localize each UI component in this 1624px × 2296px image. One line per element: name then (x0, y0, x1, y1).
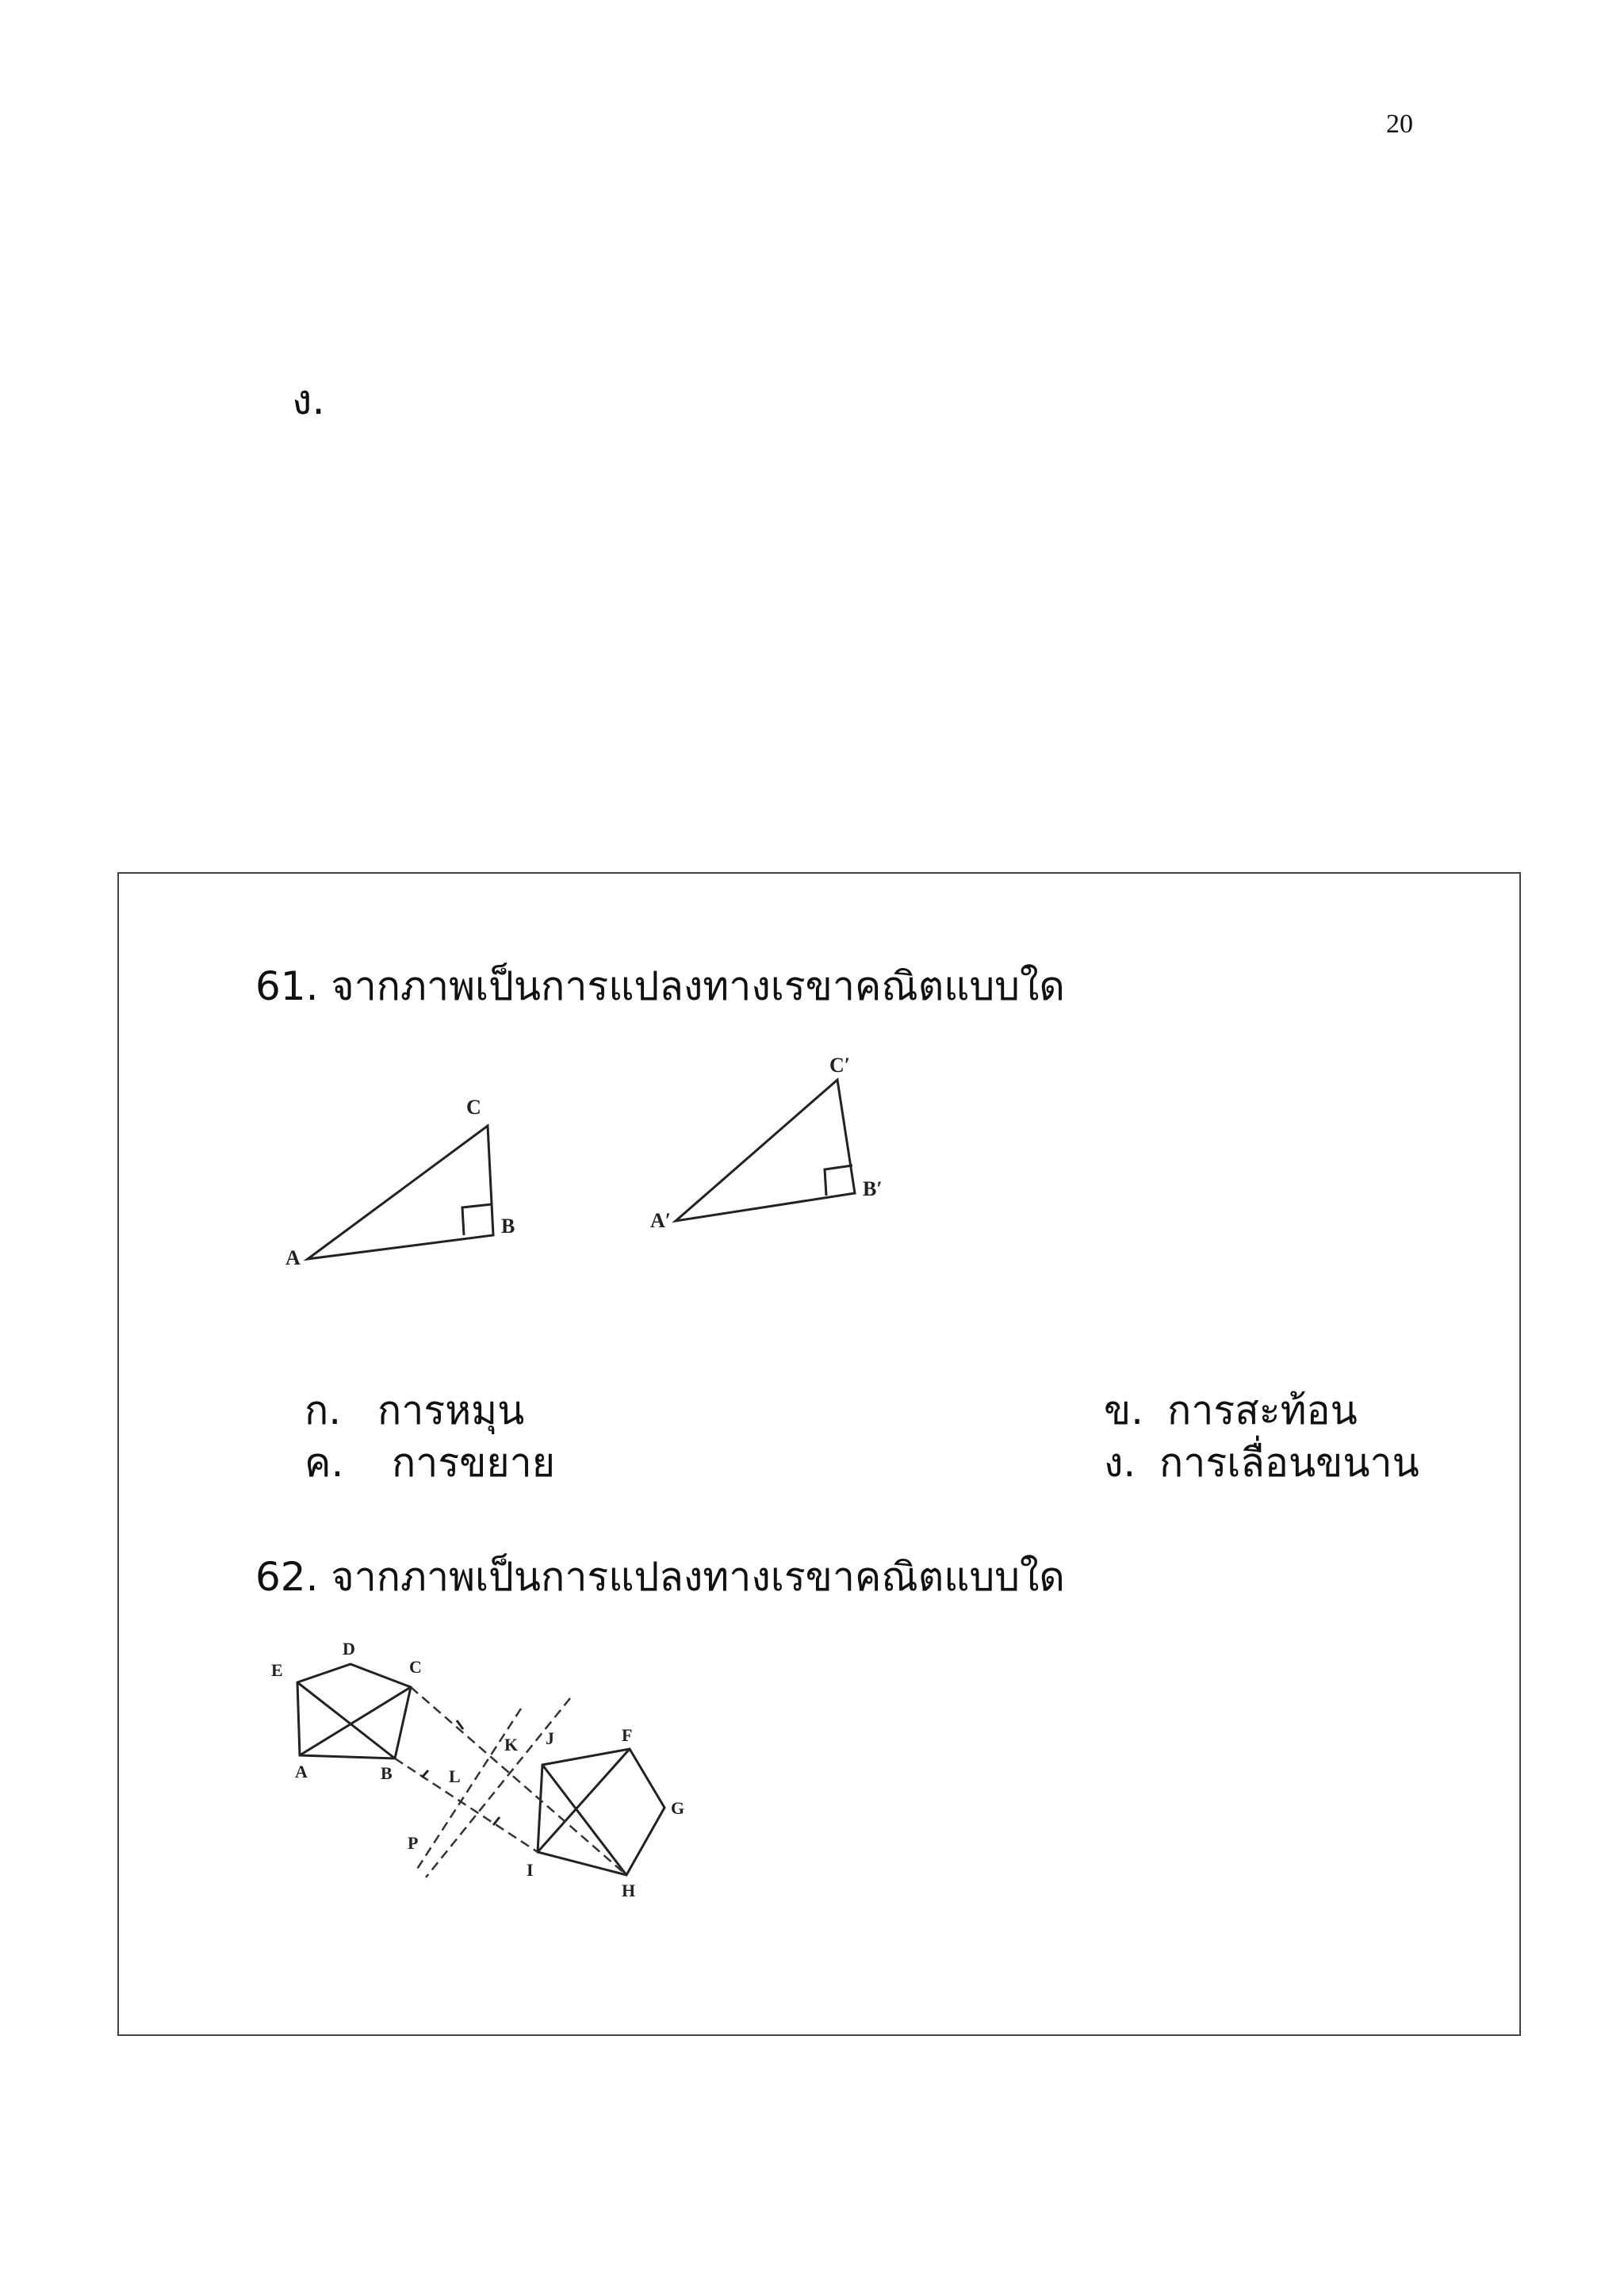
q61-figure-original-triangle (270, 1086, 539, 1276)
option-text: การหมุน (377, 1387, 525, 1433)
page-number: 20 (1386, 109, 1413, 139)
dashed-line-j (426, 1698, 570, 1877)
label-g: G (671, 1798, 685, 1818)
label-b: B (381, 1763, 393, 1783)
label-b: B (501, 1215, 515, 1238)
option-text: การเลื่อนขนาน (1159, 1440, 1419, 1486)
label-c: C (409, 1657, 422, 1677)
pentagon-abcde (297, 1664, 411, 1758)
triangle-abc (308, 1126, 493, 1259)
question-62-text: 62. จากภาพเป็นการแปลงทางเรขาคณิตแบบใด (255, 1554, 1065, 1600)
label-f: F (622, 1725, 633, 1745)
q62-figure-pentagons (262, 1609, 706, 1911)
label-c-prime: C′ (829, 1054, 851, 1077)
label-a: A (285, 1246, 301, 1269)
question-61-text: 61. จากภาพเป็นการแปลงทางเรขาคณิตแบบใด (255, 963, 1065, 1009)
label-d: D (343, 1639, 355, 1659)
label-j: J (546, 1728, 554, 1748)
pentagon-fghij (538, 1749, 665, 1875)
option-text: การขยาย (392, 1440, 556, 1486)
label-a-prime: A′ (650, 1209, 672, 1232)
option-d-continued: ง. (292, 377, 325, 424)
diagonal-j-h (542, 1765, 626, 1875)
option-letter: ก. (304, 1387, 342, 1433)
q61-option-d[interactable] (1104, 1432, 1419, 1494)
label-a: A (295, 1762, 308, 1781)
right-angle-marker-b (462, 1204, 492, 1235)
q61-figure-image-triangle (634, 1047, 904, 1237)
label-c: C (466, 1096, 481, 1119)
label-b-prime: B′ (863, 1177, 883, 1200)
q61-option-c[interactable] (304, 1432, 555, 1494)
label-h: H (622, 1881, 636, 1900)
triangle-a-prime-b-prime-c-prime (676, 1080, 855, 1221)
option-text: การสะท้อน (1167, 1387, 1358, 1433)
option-letter: ง. (1104, 1440, 1136, 1486)
label-l: L (449, 1766, 461, 1786)
option-letter: ข. (1104, 1387, 1144, 1433)
label-i: I (527, 1860, 534, 1880)
right-angle-marker-b-prime (825, 1165, 852, 1196)
label-e: E (271, 1660, 283, 1680)
dashed-line-c-h (411, 1687, 626, 1875)
option-letter: ค. (304, 1440, 344, 1486)
tick-mark (422, 1770, 428, 1777)
dashed-line-k (415, 1709, 521, 1873)
label-k: K (504, 1735, 519, 1755)
label-p: P (408, 1833, 419, 1853)
